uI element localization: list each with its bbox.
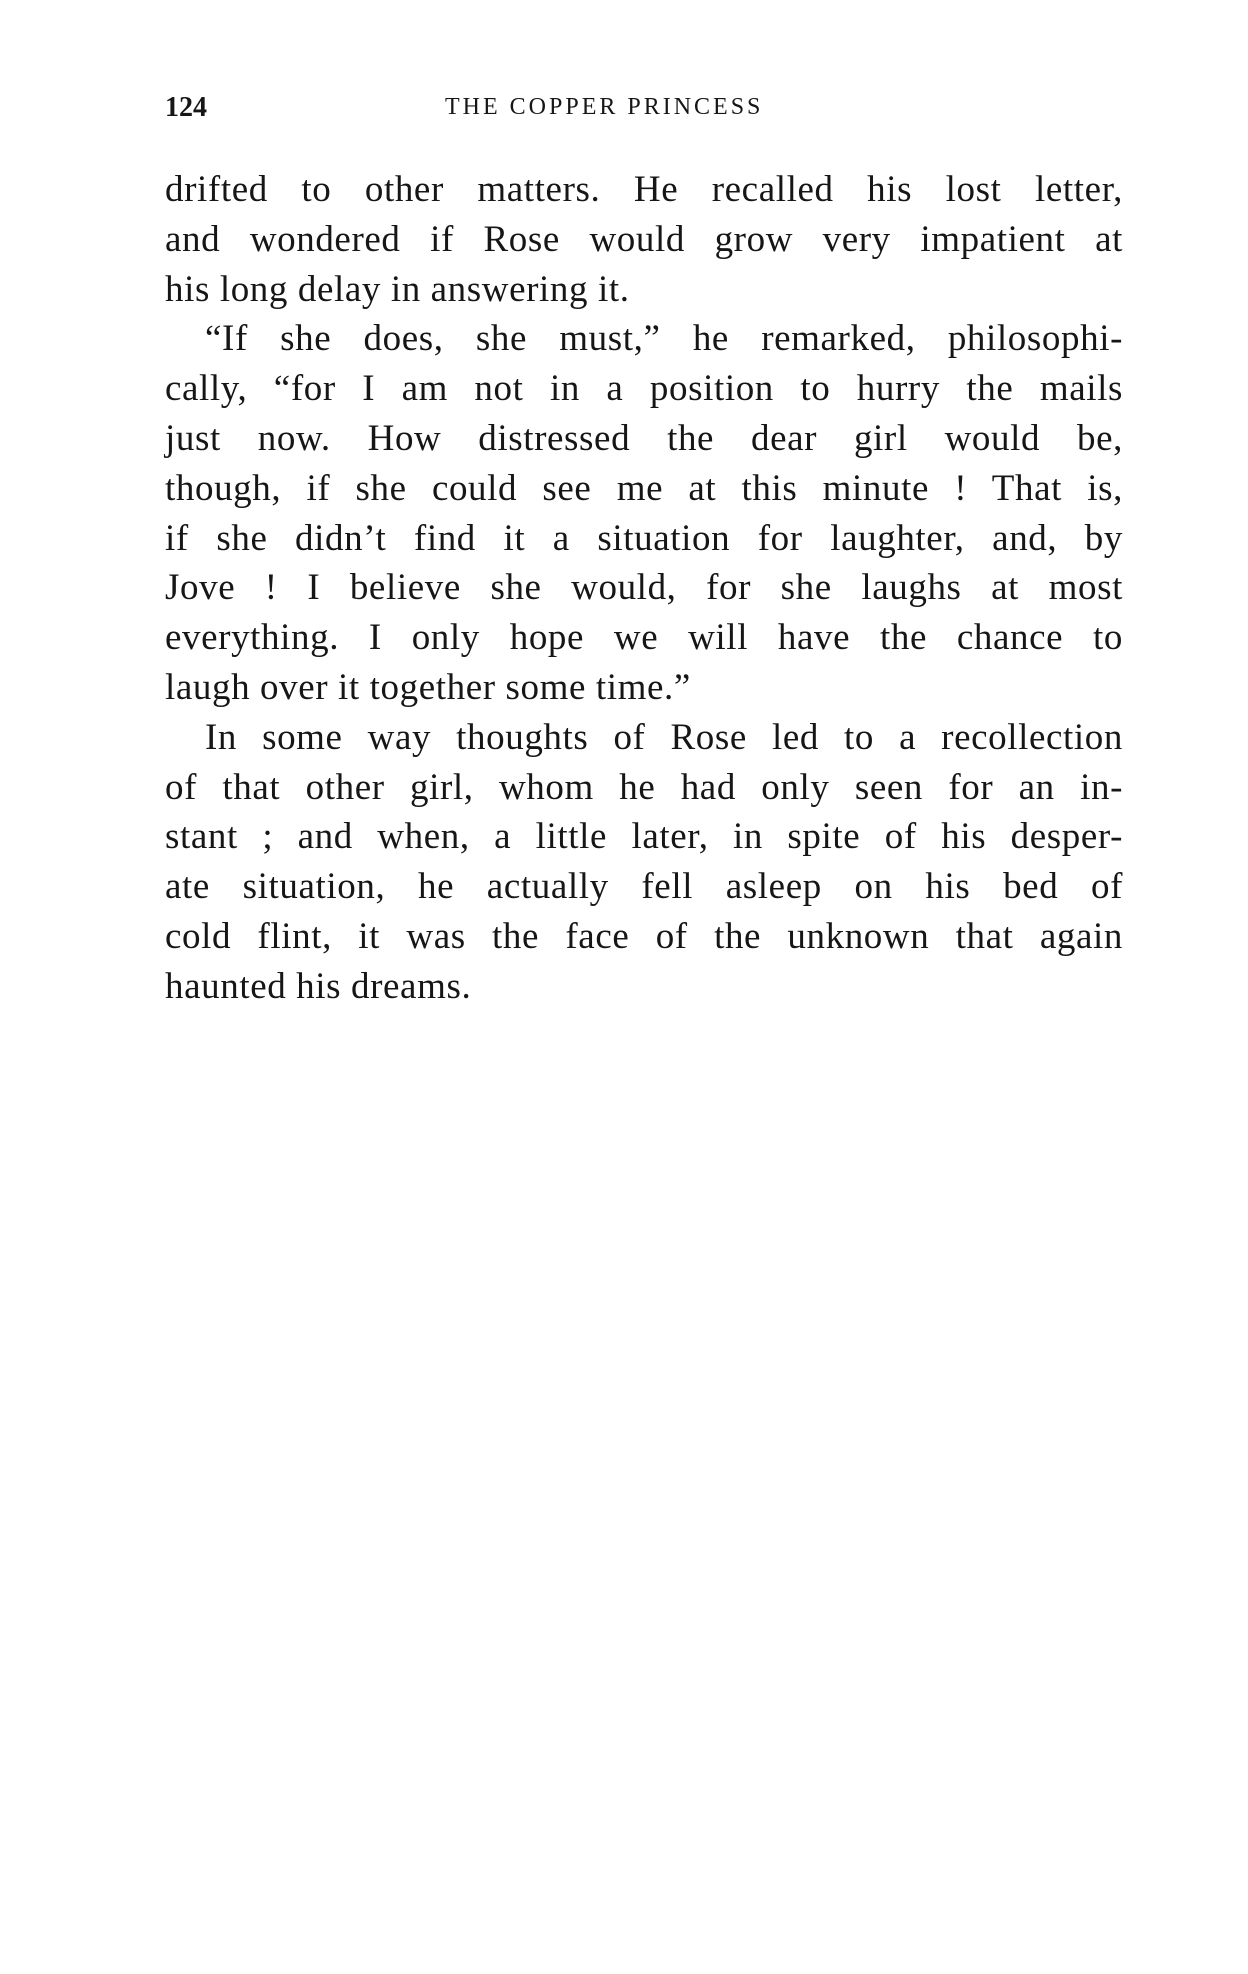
- text-line: haunted his dreams.: [165, 965, 472, 1007]
- text-line: though, if she could see me at this minute ! That is,: [165, 467, 1123, 509]
- text-line: if she didn’t find it a situation for laughter, and, by: [165, 517, 1123, 559]
- text-line: laugh over it together some time.”: [165, 666, 691, 708]
- text-line: drifted to other matters. He recalled his lost letter,: [165, 169, 1123, 210]
- text-line: ate situation, he actually fell asleep on his bed of: [165, 866, 1123, 908]
- text-line: cold flint, it was the face of the unknown that again: [165, 915, 1123, 957]
- running-head: [165, 92, 1123, 132]
- text-line: everything. I only hope we will have the chance to: [165, 617, 1123, 659]
- text-line: stant ; and when, a little later, in spite of his desper-: [165, 816, 1123, 858]
- text-line: “If she does, she must,” he remarked, philosophi-: [205, 318, 1123, 360]
- page-number: 124: [165, 92, 207, 123]
- text-line: cally, “for I am not in a position to hurry the mails: [165, 368, 1123, 410]
- text-line: In some way thoughts of Rose led to a recollection: [205, 716, 1123, 758]
- text-line: Jove ! I believe she would, for she laughs at most: [165, 567, 1123, 609]
- text-line: and wondered if Rose would grow very impatient at: [165, 218, 1123, 260]
- text-line: of that other girl, whom he had only seen for an in-: [165, 766, 1123, 808]
- text-line: just now. How distressed the dear girl would be,: [165, 417, 1123, 459]
- book-title: THE COPPER PRINCESS: [445, 94, 764, 120]
- text-line: his long delay in answering it.: [165, 268, 630, 310]
- body-text: [165, 165, 1123, 1012]
